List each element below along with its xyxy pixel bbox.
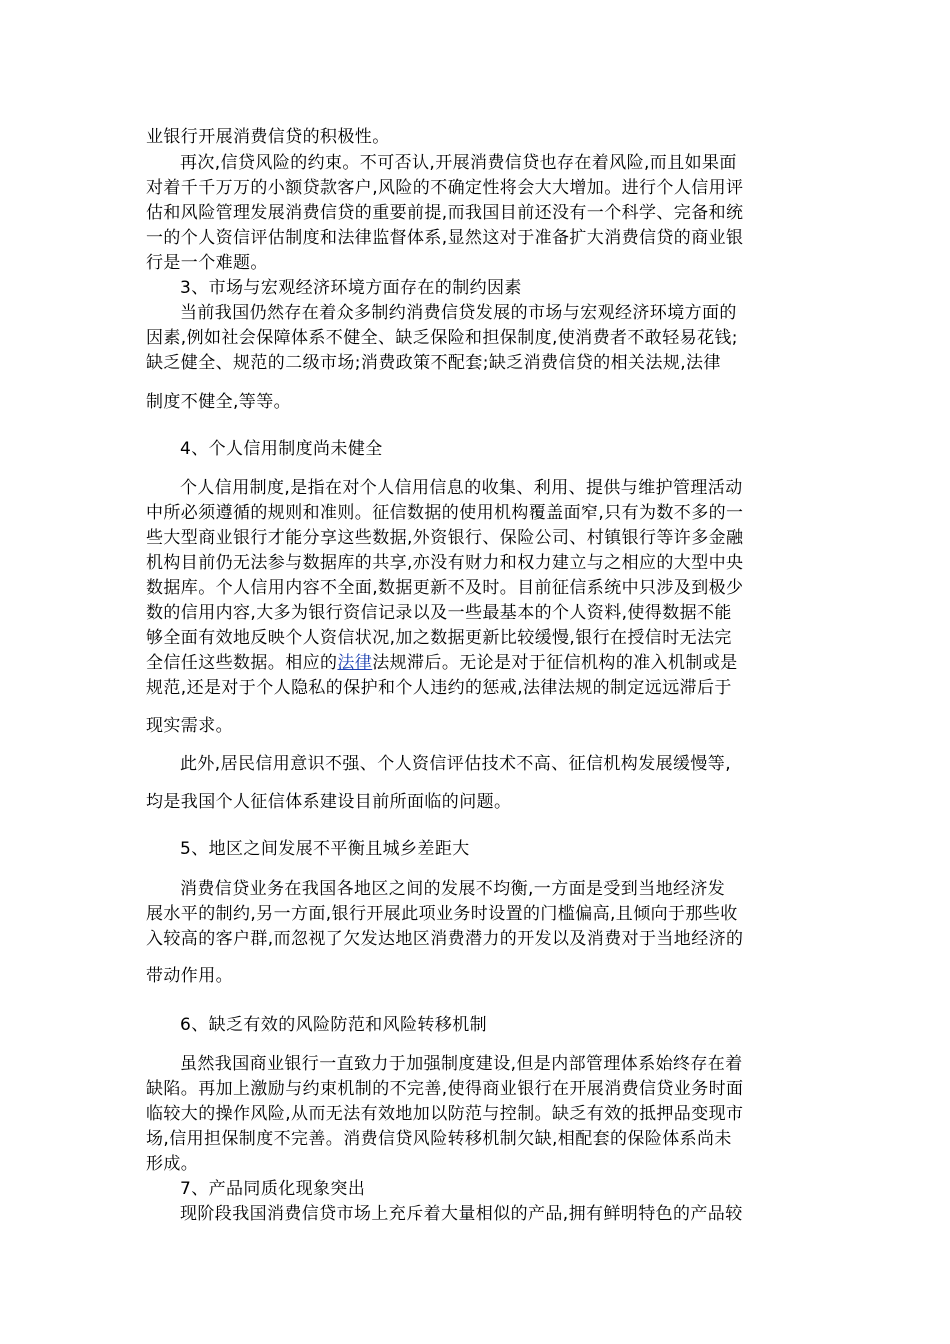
text-line: 制度不健全,等等。 <box>146 392 292 412</box>
section-heading-7: 7、产品同质化现象突出 <box>180 1179 366 1199</box>
text-line: 够全面有效地反映个人资信状况,加之数据更新比较缓慢,银行在授信时无法完 <box>146 628 732 648</box>
paragraph-start: 现阶段我国消费信贷市场上充斥着大量相似的产品,拥有鲜明特色的产品较 <box>180 1204 743 1224</box>
text-line: 展水平的制约,另一方面,银行开展此项业务时设置的门槛偏高,且倾向于那些收 <box>146 904 738 924</box>
text-line: 中所必须遵循的规则和准则。征信数据的使用机构覆盖面窄,只有为数不多的一 <box>146 503 744 523</box>
text-line: 些大型商业银行才能分享这些数据,外资银行、保险公司、村镇银行等许多金融 <box>146 528 744 548</box>
section-heading-4: 4、个人信用制度尚未健全 <box>180 439 383 459</box>
text-line: 一的个人资信评估制度和法律监督体系,显然这对于准备扩大消费信贷的商业银 <box>146 228 744 248</box>
paragraph-start: 个人信用制度,是指在对个人信用信息的收集、利用、提供与维护管理活动 <box>180 478 743 498</box>
text-line: 带动作用。 <box>146 966 233 986</box>
paragraph-start: 虽然我国商业银行一直致力于加强制度建设,但是内部管理体系始终存在着 <box>180 1054 743 1074</box>
text-line: 现实需求。 <box>146 716 233 736</box>
text-line: 场,信用担保制度不完善。消费信贷风险转移机制欠缺,相配套的保险体系尚未 <box>146 1129 732 1149</box>
text-segment: 全信任这些数据。相应的 <box>146 653 338 673</box>
law-link[interactable]: 法律 <box>337 653 373 673</box>
text-line: 行是一个难题。 <box>146 253 268 273</box>
paragraph-start: 当前我国仍然存在着众多制约消费信贷发展的市场与宏观经济环境方面的 <box>180 303 737 323</box>
section-heading-6: 6、缺乏有效的风险防范和风险转移机制 <box>180 1015 488 1035</box>
text-line: 机构目前仍无法参与数据库的共享,亦没有财力和权力建立与之相应的大型中央 <box>146 553 744 573</box>
paragraph-start: 再次,信贷风险的约束。不可否认,开展消费信贷也存在着风险,而且如果面 <box>180 153 737 173</box>
text-line: 均是我国个人征信体系建设目前所面临的问题。 <box>146 792 512 812</box>
paragraph-start: 此外,居民信用意识不强、个人资信评估技术不高、征信机构发展缓慢等, <box>180 754 732 774</box>
text-line: 临较大的操作风险,从而无法有效地加以防范与控制。缺乏有效的抵押品变现市 <box>146 1104 744 1124</box>
text-line: 规范,还是对于个人隐私的保护和个人违约的惩戒,法律法规的制定远远滞后于 <box>146 678 732 698</box>
text-line: 因素,例如社会保障体系不健全、缺乏保险和担保制度,使消费者不敢轻易花钱; <box>146 328 738 348</box>
paragraph-start: 消费信贷业务在我国各地区之间的发展不均衡,一方面是受到当地经济发 <box>180 879 726 899</box>
text-line: 数据库。个人信用内容不全面,数据更新不及时。目前征信系统中只涉及到极少 <box>146 578 744 598</box>
text-line-with-link <box>146 651 738 675</box>
text-line: 估和风险管理发展消费信贷的重要前提,而我国目前还没有一个科学、完备和统 <box>146 203 744 223</box>
text-line: 对着千千万万的小额贷款客户,风险的不确定性将会大大增加。进行个人信用评 <box>146 178 744 198</box>
text-line: 数的信用内容,大多为银行资信记录以及一些最基本的个人资料,使得数据不能 <box>146 603 732 623</box>
section-heading-5: 5、地区之间发展不平衡且城乡差距大 <box>180 839 470 859</box>
text-line: 入较高的客户群,而忽视了欠发达地区消费潜力的开发以及消费对于当地经济的 <box>146 929 744 949</box>
text-line: 业银行开展消费信贷的积极性。 <box>146 127 390 147</box>
text-line: 形成。 <box>146 1154 199 1174</box>
text-segment: 法规滞后。无论是对于征信机构的准入机制或是 <box>372 653 738 673</box>
text-line: 缺乏健全、规范的二级市场;消费政策不配套;缺乏消费信贷的相关法规,法律 <box>146 353 721 373</box>
section-heading-3: 3、市场与宏观经济环境方面存在的制约因素 <box>180 278 522 298</box>
text-line: 缺陷。再加上激励与约束机制的不完善,使得商业银行在开展消费信贷业务时面 <box>146 1079 744 1099</box>
